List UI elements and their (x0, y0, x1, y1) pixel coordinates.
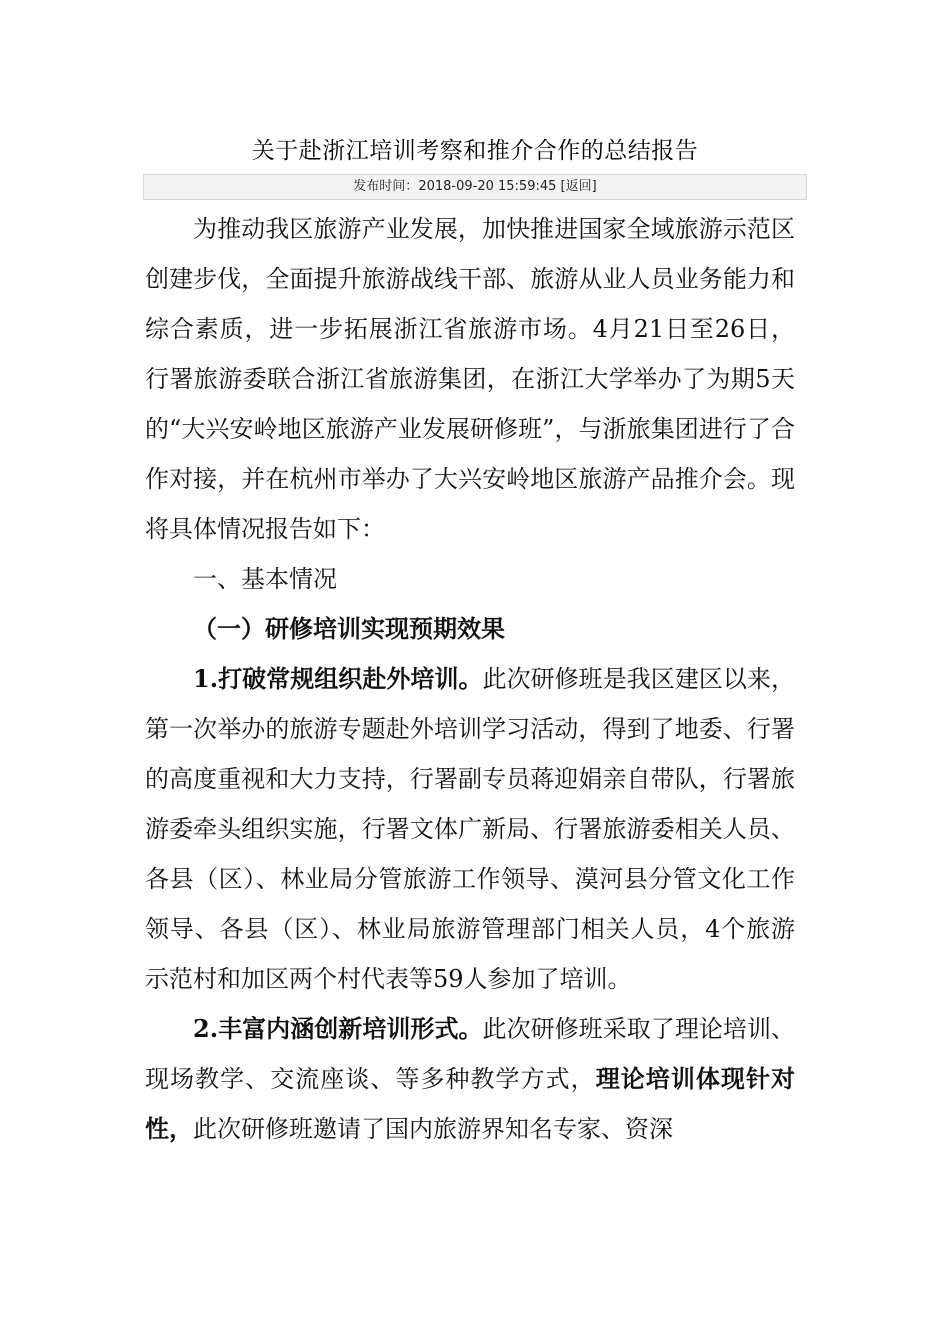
item-2-tail: 此次研修班邀请了国内旅游界知名专家、资深 (193, 1115, 673, 1143)
article-body (145, 204, 795, 1154)
publish-info-bar (143, 174, 807, 200)
publish-time-label: 发布时间： (353, 179, 419, 194)
item-2-lead: 2.丰富内涵创新培训形式。 (193, 1014, 483, 1043)
item-1-text: 此次研修班是我区建区以来，第一次举办的旅游专题赴外培训学习活动，得到了地委、行署的高度重视和大力支持，行署副专员蒋迎娟亲自带队，行署旅游委牵头组织实施，行署文体广新局、行署旅游委相关人员、各县（区）、林业局分管旅游工作领导、漠河县分管文化工作领导、各县（区）、林业局旅游管理部门相关人员，4个旅游示范村和加区两个村代表等59人参加了培训。 (145, 665, 795, 993)
page-title: 关于赴浙江培训考察和推介合作的总结报告 (251, 138, 699, 164)
paragraph-item-1 (145, 654, 795, 1004)
item-2-text: 此次研修班采取了理论培训、现场教学、交流座谈、等多种教学方式， (145, 1015, 795, 1093)
paragraph-item-2 (145, 1004, 795, 1154)
paragraph-intro: 为推动我区旅游产业发展，加快推进国家全域旅游示范区创建步伐，全面提升旅游战线干部、旅游从业人员业务能力和综合素质，进一步拓展浙江省旅游市场。4月21日至26日，行署旅游委联合浙江省旅游集团，在浙江大学举办了为期5天的“大兴安岭地区旅游产业发展研修班”，与浙旅集团进行了合作对接，并在杭州市举办了大兴安岭地区旅游产品推介会。现将具体情况报告如下： (145, 215, 795, 543)
publish-time-value: 2018-09-20 15:59:45 (418, 179, 557, 194)
subsection-heading-training-results: （一）研修培训实现预期效果 (193, 614, 505, 643)
item-2-bold-phrase: 理论培训体现针对性， (145, 1064, 795, 1143)
item-1-lead: 1.打破常规组织赴外培训。 (193, 664, 483, 693)
section-heading-basic-situation: 一、基本情况 (193, 565, 337, 593)
back-link[interactable]: [返回] (560, 179, 597, 194)
